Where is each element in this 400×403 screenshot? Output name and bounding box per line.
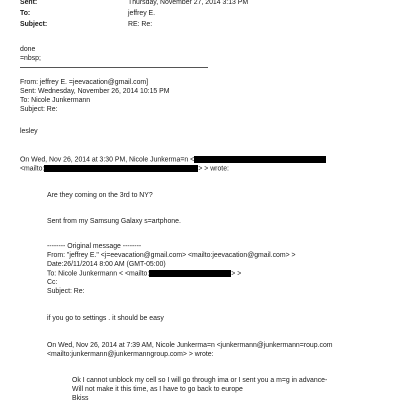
original-to (47, 270, 241, 278)
redaction-bar (149, 270, 231, 277)
redaction-bar (44, 165, 198, 172)
quote-header-line1 (20, 156, 326, 164)
original-cc: Cc: (47, 279, 58, 286)
quoted2-line3: Bkiss (72, 395, 89, 402)
redaction-bar (194, 156, 326, 163)
sent-label: Sent: (20, 0, 38, 6)
original-date: Date:26/11/2014 8:00 AM (GMT-05:00) (47, 261, 166, 268)
sent-value: Thursday, November 27, 2014 3:13 PM (128, 0, 249, 6)
quoted-question: Are they coming on the 3rd to NY? (47, 192, 153, 199)
quote2-header-line1: On Wed, Nov 26, 2014 at 7:39 AM, Nicole Junkerma=n <junkermann@junkermann=roup.com (47, 342, 333, 349)
to-value: jeffrey E. (128, 10, 156, 17)
forward-subject: Subject: Re: (20, 106, 58, 113)
to-label: To: (20, 10, 31, 17)
forward-from: From: jeffrey E. =jeevacation@gmail.com] (20, 79, 149, 86)
quoted2-line1: Ok I cannot unblock my cell so I will go through ima or I sent you a m=g in advance- (72, 377, 328, 384)
reply-lesley: lesley (20, 128, 38, 135)
reply-done-text: done (20, 46, 36, 53)
quote-header-line1-text: On Wed, Nov 26, 2014 at 3:30 PM, Nicole Junkerma=n < (20, 156, 195, 164)
quote2-header-line2: <mailto:junkermann@junkermanngroup.com> > wrote: (47, 351, 214, 358)
original-subject: Subject: Re: (47, 288, 85, 295)
reply-nbsp-text: =nbsp; (20, 55, 41, 62)
quoted2-line2: Will not make it this time, as I have to go back to europe (72, 386, 243, 393)
forward-sent: Sent: Wednesday, November 26, 2014 10:15 PM (20, 88, 170, 95)
quote-header-line2-suffix: > > wrote: (198, 165, 229, 173)
reply-settings: if you go to settings . it should be easy (47, 315, 164, 322)
forward-to: To: Nicole Junkermann (20, 97, 91, 104)
original-message-header: -------- Original message -------- (47, 243, 142, 250)
subject-label: Subject: (20, 21, 48, 28)
subject-value: RE: Re: (128, 21, 153, 28)
quote-header-line2-prefix: <mailto: (20, 165, 45, 173)
quote-header-line2 (20, 165, 229, 173)
quoted-signature: Sent from my Samsung Galaxy s=artphone. (47, 218, 181, 225)
original-to-prefix: To: Nicole Junkermann < <mailto: (47, 270, 150, 278)
original-from: From: "jeffrey E." <j=eevacation@gmail.com> <mailto:jeevacation@gmail.com> > (47, 252, 296, 259)
original-to-suffix: > > (231, 270, 242, 278)
separator-line (20, 67, 208, 68)
